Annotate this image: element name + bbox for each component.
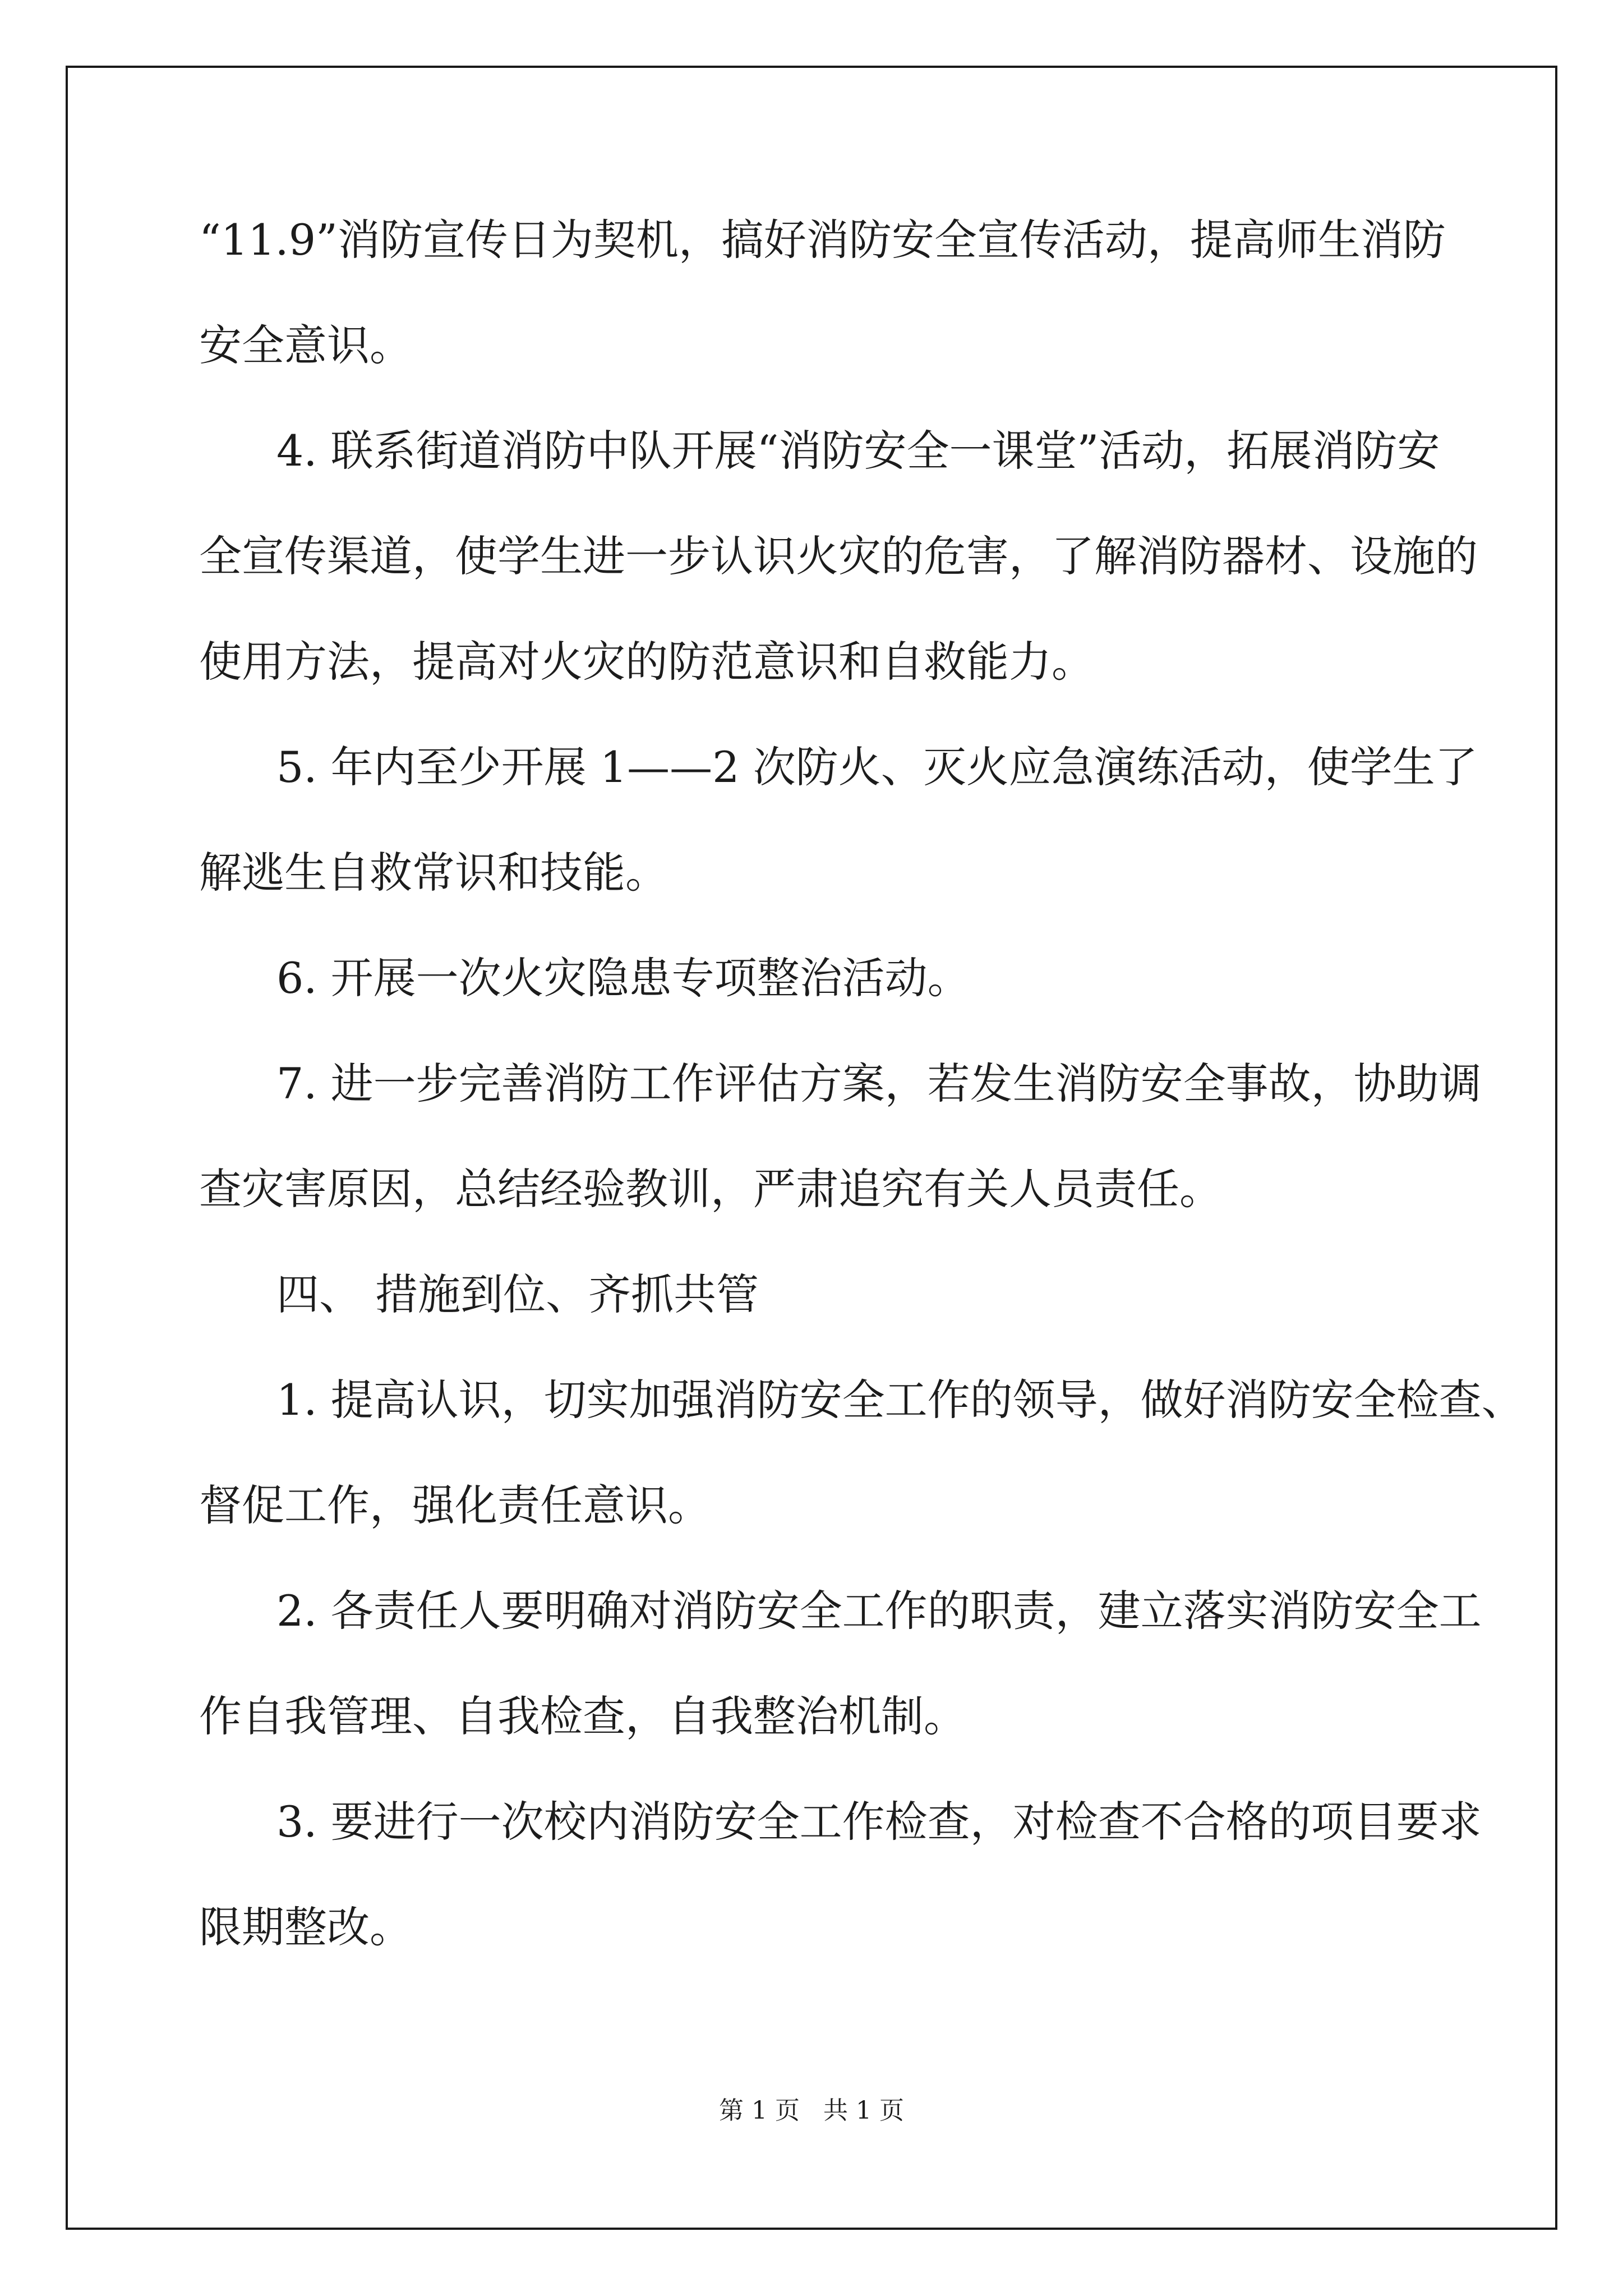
- body-line: 作自我管理、自我检查，自我整治机制。: [199, 1691, 966, 1741]
- body-line: 6. 开展一次火灾隐患专项整治活动。: [276, 953, 970, 1003]
- body-line: 1. 提高认识，切实加强消防安全工作的领导，做好消防安全检查、: [276, 1375, 1524, 1425]
- body-line: 解逃生自救常识和技能。: [199, 848, 668, 898]
- page-total: 共 1 页: [823, 2096, 904, 2125]
- body-line: “11.9”消防宣传日为契机，搞好消防安全宣传活动，提高师生消防: [199, 215, 1446, 265]
- body-line: 安全意识。: [199, 320, 412, 370]
- section-heading: 四、 措施到位、齐抓共管: [276, 1269, 759, 1319]
- body-line: 5. 年内至少开展 1——2 次防火、灭火应急演练活动，使学生了: [276, 742, 1478, 792]
- body-line: 督促工作，强化责任意识。: [199, 1480, 711, 1530]
- page-footer: [0, 2094, 1623, 2128]
- body-line: 使用方法，提高对火灾的防范意识和自救能力。: [199, 637, 1094, 687]
- page-number: 第 1 页: [719, 2096, 800, 2125]
- body-line: 3. 要进行一次校内消防安全工作检查，对检查不合格的项目要求: [276, 1797, 1482, 1847]
- body-line: 查灾害原因，总结经验教训，严肃追究有关人员责任。: [199, 1164, 1222, 1214]
- body-line: 7. 进一步完善消防工作评估方案，若发生消防安全事故，协助调: [276, 1059, 1482, 1108]
- body-line: 全宣传渠道，使学生进一步认识火灾的危害，了解消防器材、设施的: [199, 531, 1478, 581]
- body-line: 2. 各责任人要明确对消防安全工作的职责，建立落实消防安全工: [276, 1586, 1482, 1636]
- body-line: 4. 联系街道消防中队开展“消防安全一课堂”活动，拓展消防安: [276, 426, 1440, 476]
- body-line: 限期整改。: [199, 1902, 412, 1952]
